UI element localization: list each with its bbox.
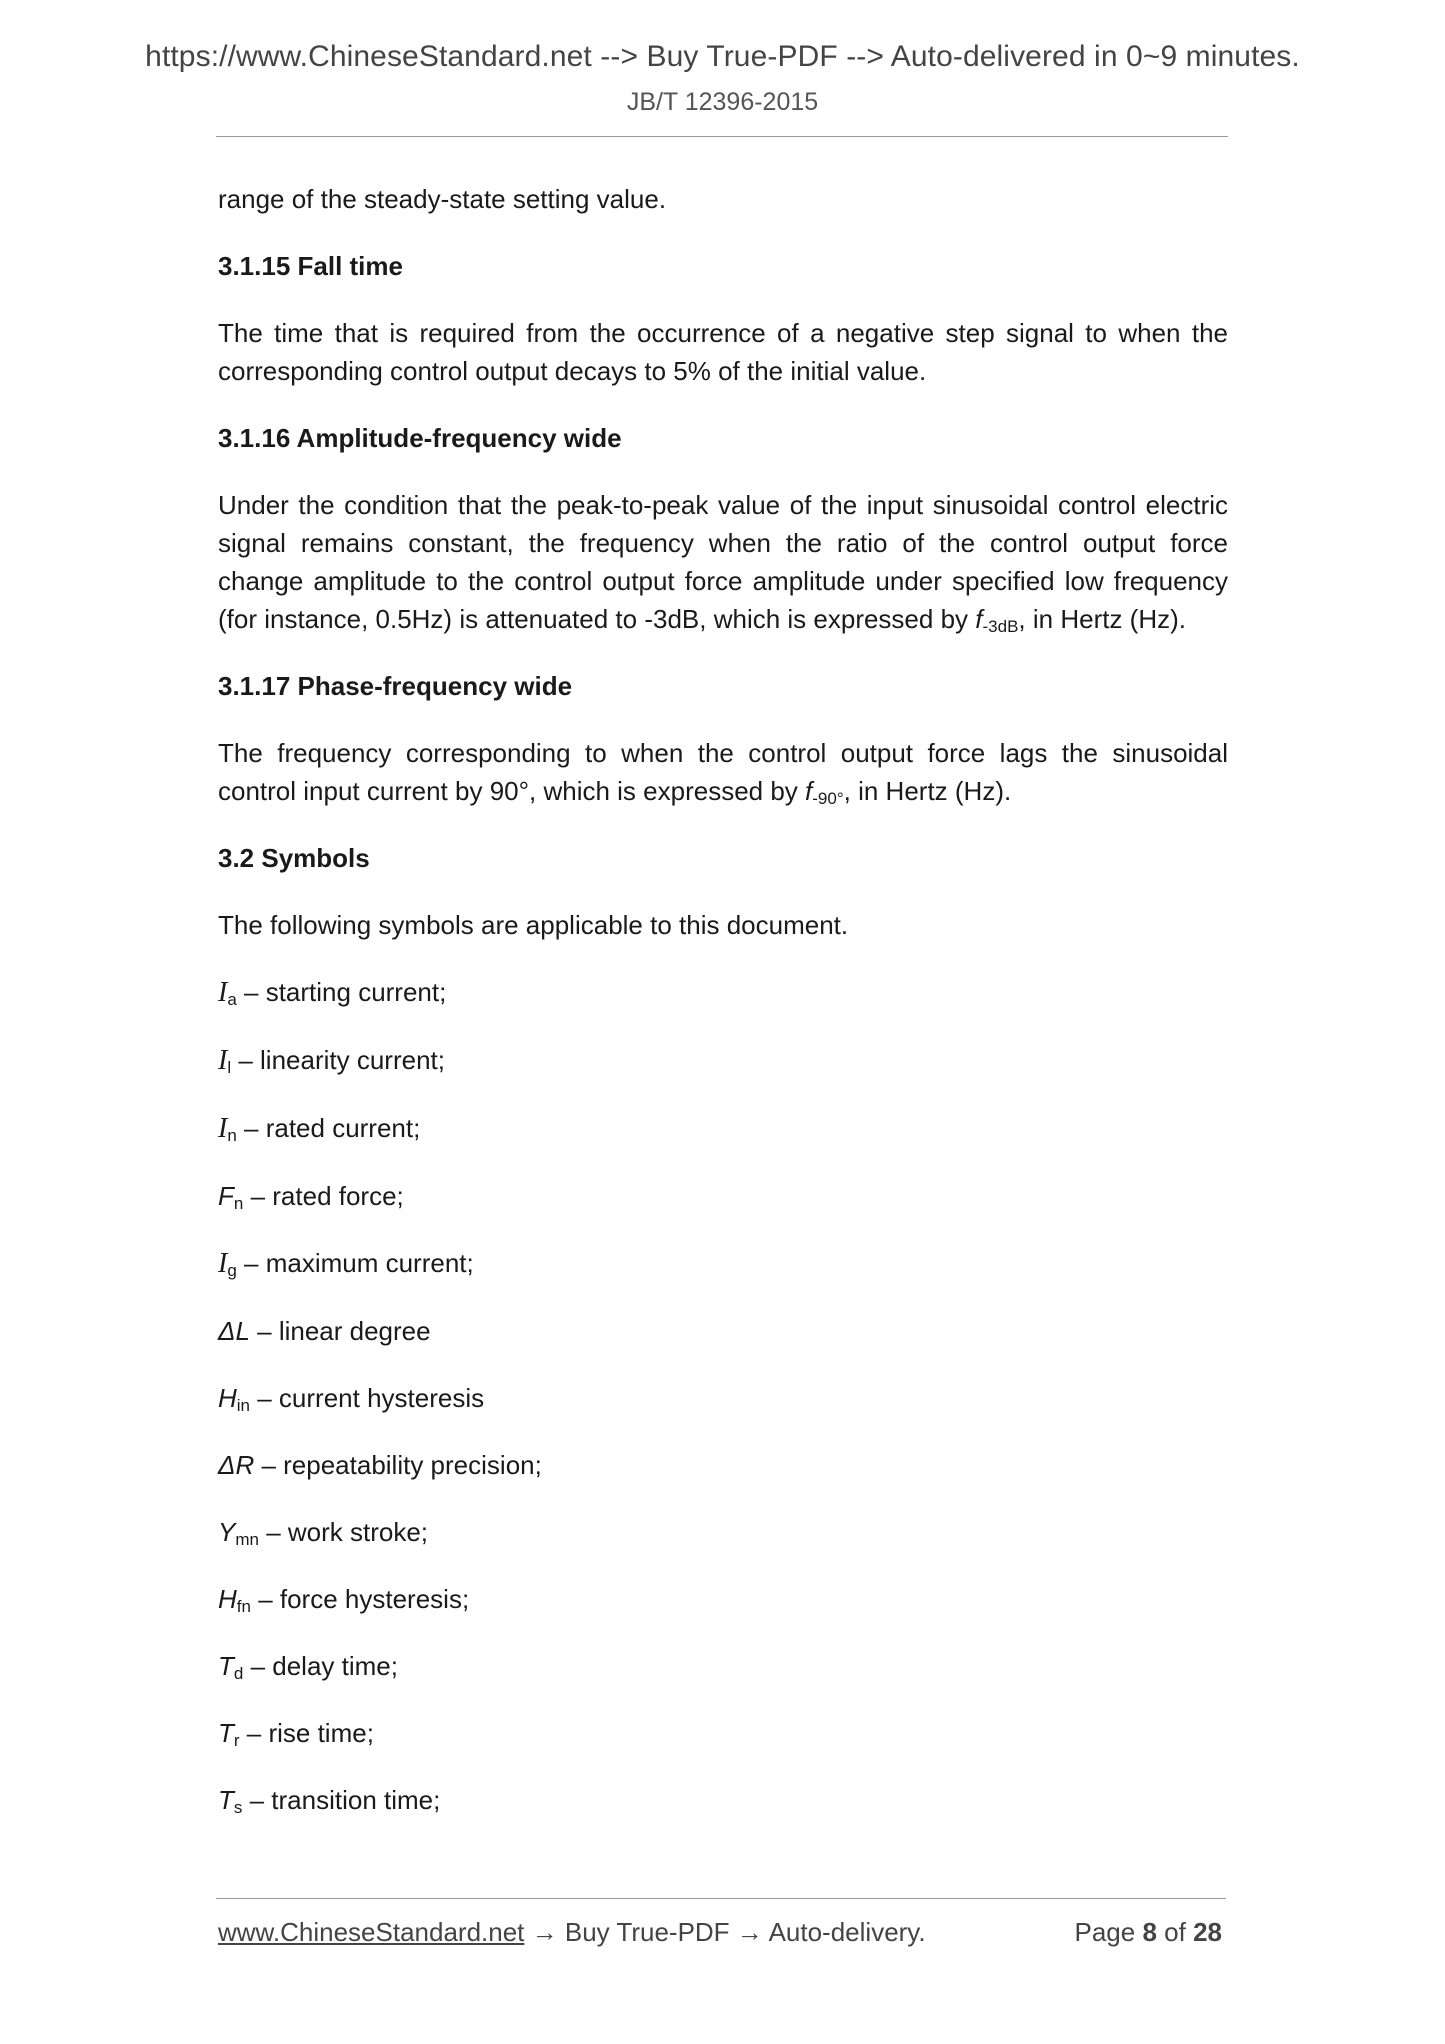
symbol-item [218, 1513, 1228, 1551]
symbol-description: – rated force; [243, 1181, 404, 1211]
document-code: JB/T 12396-2015 [626, 88, 819, 116]
symbol-subscript: n [227, 1126, 237, 1145]
symbol-f: f [975, 604, 983, 634]
top-banner: https://www.ChineseStandard.net --> Buy True-PDF --> Auto-delivered in 0~9 minutes. [145, 40, 1300, 73]
symbol: T [218, 1718, 234, 1748]
symbol: T [218, 1651, 234, 1681]
section-text-3-1-17 [218, 734, 1228, 810]
symbol: H [218, 1383, 237, 1413]
symbol: H [218, 1584, 237, 1614]
symbol-item [218, 1647, 1228, 1685]
symbol-list [218, 973, 1228, 1819]
symbol: T [218, 1785, 234, 1815]
symbol-description: – work stroke; [258, 1517, 429, 1547]
symbol-subscript: g [227, 1261, 237, 1280]
page-footer [218, 1917, 1226, 1948]
symbol-description: – transition time; [242, 1785, 441, 1815]
symbol-subscript: l [227, 1058, 232, 1077]
section-text-3-1-15: The time that is required from the occurrence of a negative step signal to when the corresponding control output decays to 5% of the initial value. [218, 318, 1228, 386]
symbol-item [218, 1781, 1228, 1819]
header-divider [216, 136, 1228, 137]
text-before: The frequency corresponding to when the control output force lags the sinusoidal control input current by 90°, which is expressed by [218, 738, 1228, 806]
symbol: ΔR [218, 1450, 255, 1480]
footer-website-link[interactable]: www.ChineseStandard.net [218, 1917, 525, 1947]
symbol: Y [218, 1517, 236, 1547]
section-heading-3-1-17: 3.1.17 Phase-frequency wide [218, 671, 573, 701]
page-number [1074, 1917, 1222, 1948]
symbol-item [218, 1714, 1228, 1752]
symbol-subscript: n [233, 1194, 244, 1213]
symbol-subscript: a [227, 990, 237, 1009]
symbol-description: – delay time; [243, 1651, 398, 1681]
current-page: 8 [1142, 1917, 1157, 1947]
symbol-item [218, 1312, 1228, 1350]
symbol: F [218, 1181, 234, 1211]
symbol-subscript: s [233, 1798, 243, 1817]
page-label: Page [1074, 1917, 1136, 1947]
symbol-item [218, 1109, 1228, 1148]
symbol-subscript: d [233, 1664, 244, 1683]
symbols-intro: The following symbols are applicable to this document. [218, 910, 849, 940]
symbol-description: – force hysteresis; [250, 1584, 470, 1614]
section-heading-3-2: 3.2 Symbols [218, 843, 370, 873]
symbol-item [218, 1244, 1228, 1283]
symbol: I [218, 1113, 228, 1144]
footer-divider [216, 1898, 1226, 1899]
symbol-item [218, 1041, 1228, 1080]
symbol-description: – rise time; [239, 1718, 374, 1748]
symbol-description: – linear degree [249, 1316, 431, 1346]
text-before: Under the condition that the peak-to-peak value of the input sinusoidal control electric signal remains constant, the frequency when the ratio of the control output force change amplitude to the control output force amplitude under specified low frequency (for instance, 0.5Hz) is attenuated to -3dB, which is expressed by [218, 490, 1228, 634]
symbol-subscript: fn [236, 1597, 251, 1616]
symbol-description: – repeatability precision; [254, 1450, 542, 1480]
symbol: I [218, 1045, 228, 1076]
total-pages: 28 [1193, 1917, 1222, 1947]
symbol: ΔL [218, 1316, 250, 1346]
section-text-3-1-16 [218, 486, 1228, 638]
symbol-item [218, 1446, 1228, 1484]
section-heading-3-1-16: 3.1.16 Amplitude-frequency wide [218, 423, 622, 453]
symbol-subscript: in [236, 1396, 251, 1415]
text-after: , in Hertz (Hz). [1018, 604, 1186, 634]
symbol-item [218, 973, 1228, 1012]
symbol-description: – current hysteresis [250, 1383, 485, 1413]
of-label: of [1164, 1917, 1186, 1947]
intro-paragraph-tail: range of the steady-state setting value. [218, 184, 667, 214]
symbol-item [218, 1379, 1228, 1417]
symbol-description: – rated current; [236, 1113, 421, 1143]
footer-tagline: → Buy True-PDF → Auto-delivery. [524, 1917, 926, 1947]
section-heading-3-1-15: 3.1.15 Fall time [218, 251, 403, 281]
symbol-description: – linearity current; [231, 1045, 445, 1075]
symbol-item [218, 1177, 1228, 1215]
page-content [218, 180, 1228, 1848]
symbol-subscript: r [233, 1731, 240, 1750]
symbol-subscript: -90° [812, 789, 844, 808]
symbol-subscript: mn [235, 1530, 259, 1549]
symbol-description: – maximum current; [236, 1248, 474, 1278]
symbol-description: – starting current; [236, 977, 447, 1007]
symbol-f: f [805, 776, 813, 806]
symbol-item [218, 1580, 1228, 1618]
symbol: I [218, 977, 228, 1008]
symbol-subscript: -3dB [982, 617, 1019, 636]
text-after: , in Hertz (Hz). [843, 776, 1012, 806]
symbol: I [218, 1248, 228, 1279]
